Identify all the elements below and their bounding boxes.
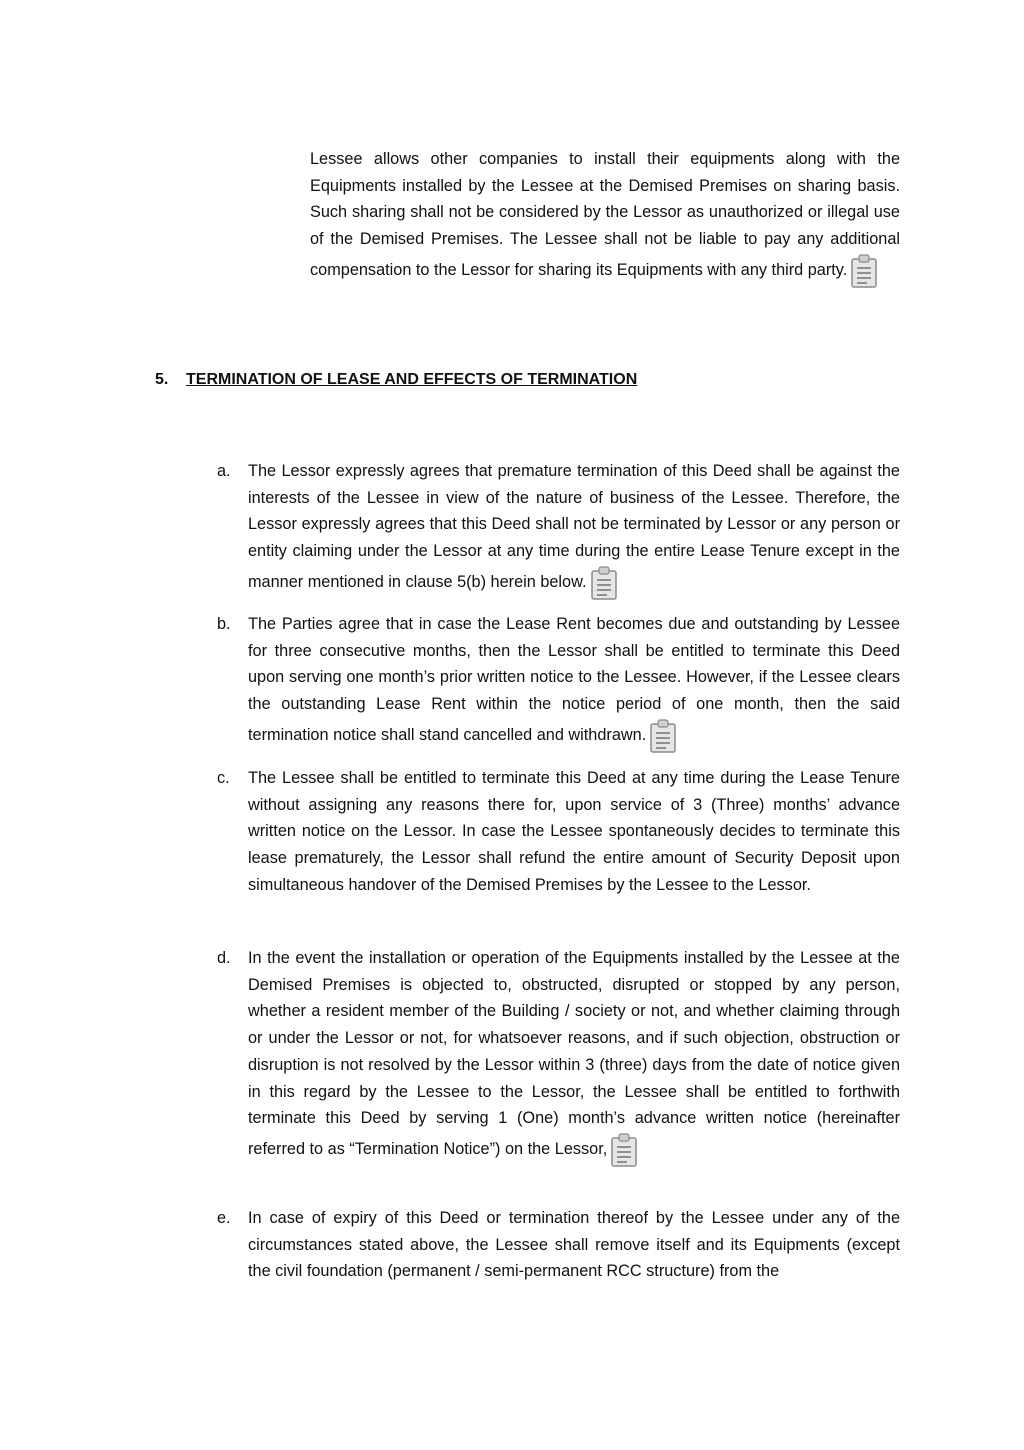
clause-text: In the event the installation or operation of the Equipments installed by the Lessee at the Demised Premises is objected to, obstructed, disrupted or stopped by any person, whether a resident member of the Building / society or not, and whether claiming through or under the Lessor or not, for whatsoever reasons, and if such objection, obstruction or disruption is not resolved by the Lessor within 3 (three) days from the date of notice given in this regard by the Lessee to the Lessor, the Lessee shall be entitled to forthwith terminate this Deed by serving 1 (One) month’s advance written notice (hereinafter referred to as “Termination Notice”) on the Lessor, [248, 949, 900, 1158]
clause-marker: a. [217, 462, 231, 480]
clause-text: The Parties agree that in case the Lease Rent becomes due and outstanding by Lessee for three consecutive months, then the Lessor shall be entitled to terminate this Deed upon serving one month’s prior written notice to the Lessee. However, if the Lessee clears the outstanding Lease Rent within the notice period of one month, then the said termination notice shall stand cancelled and withdrawn. [248, 615, 900, 744]
clause-text: The Lessee shall be entitled to terminate this Deed at any time during the Lease Tenure without assigning any reasons there for, upon service of 3 (Three) months’ advance written notice on the Lessor. In case the Lessee spontaneously decides to terminate this lease prematurely, the Lessor shall refund the entire amount of Security Deposit upon simultaneous handover of the Demised Premises by the Lessee to the Lessor. [248, 769, 900, 894]
clause-body [248, 765, 900, 899]
clause-body [248, 458, 900, 601]
section-number: 5. [155, 371, 169, 388]
clause-body [248, 945, 900, 1168]
clause-marker: c. [217, 769, 230, 787]
clause-marker: e. [217, 1209, 231, 1227]
clipboard-note-icon[interactable] [648, 718, 678, 754]
section-heading [155, 368, 637, 392]
clause-marker: d. [217, 949, 231, 967]
section-title: TERMINATION OF LEASE AND EFFECTS OF TERMINATION [186, 371, 638, 388]
clause-body [248, 1205, 900, 1285]
clause-text: The Lessor expressly agrees that premature termination of this Deed shall be against the interests of the Lessee in view of the nature of business of the Lessee. Therefore, the Lessor expressly agrees that this Deed shall not be terminated by Lessor or any person or entity claiming under the Lessor at any time during the entire Lease Tenure except in the manner mentioned in clause 5(b) herein below. [248, 462, 900, 591]
clause-body [248, 611, 900, 754]
clause-marker: b. [217, 615, 231, 633]
continuation-text: Lessee allows other companies to install their equipments along with the Equipments installed by the Lessee at the Demised Premises on sharing basis. Such sharing shall not be considered by the Lessor as unauthorized or illegal use of the Demised Premises. The Lessee shall not be liable to pay any additional compensation to the Lessor for sharing its Equipments with any third party. [310, 150, 900, 279]
clipboard-note-icon[interactable] [609, 1132, 639, 1168]
clause-text: In case of expiry of this Deed or termination thereof by the Lessee under any of the circumstances stated above, the Lessee shall remove itself and its Equipments (except the civil foundation (permanent / semi-permanent RCC structure) from the [248, 1209, 900, 1281]
clipboard-note-icon[interactable] [849, 253, 879, 289]
continuation-paragraph [310, 146, 900, 289]
clipboard-note-icon[interactable] [589, 565, 619, 601]
